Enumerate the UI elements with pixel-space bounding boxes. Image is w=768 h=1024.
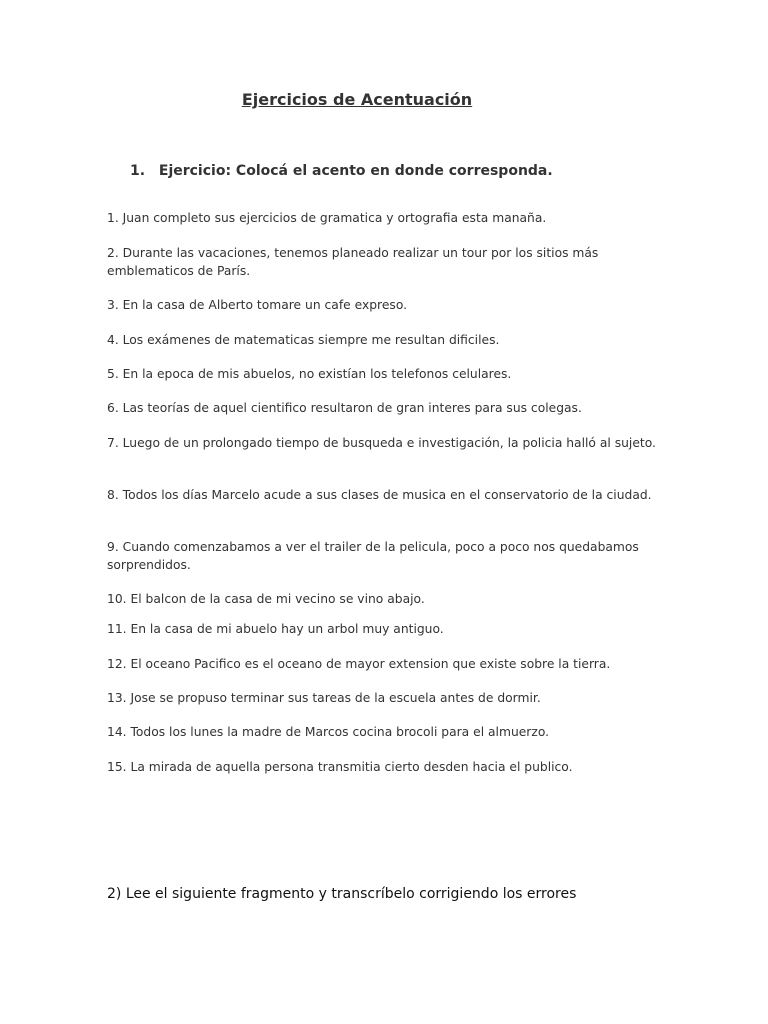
- list-item: 9. Cuando comenzabamos a ver el trailer de la pelicula, poco a poco nos quedabamos sorprendidos.: [107, 540, 639, 572]
- list-item: 2. Durante las vacaciones, tenemos planeado realizar un tour por los sitios más emblematicos de París.: [107, 246, 599, 278]
- list-item: 10. El balcon de la casa de mi vecino se vino abajo.: [107, 592, 425, 606]
- list-item: 3. En la casa de Alberto tomare un cafe expreso.: [107, 298, 408, 312]
- list-item: 13. Jose se propuso terminar sus tareas de la escuela antes de dormir.: [107, 691, 541, 705]
- list-item: 15. La mirada de aquella persona transmitia cierto desden hacia el publico.: [107, 760, 573, 774]
- list-item: 6. Las teorías de aquel cientifico resultaron de gran interes para sus colegas.: [107, 401, 582, 415]
- list-item: 11. En la casa de mi abuelo hay un arbol muy antiguo.: [107, 622, 444, 636]
- list-item: 7. Luego de un prolongado tiempo de busqueda e investigación, la policia halló al sujeto.: [107, 436, 656, 450]
- list-item: 12. El oceano Pacifico es el oceano de mayor extension que existe sobre la tierra.: [107, 657, 611, 671]
- section-1-number: 1.: [130, 163, 146, 179]
- list-item: 1. Juan completo sus ejercicios de gramatica y ortografia esta manaña.: [107, 211, 547, 225]
- list-item: 14. Todos los lunes la madre de Marcos cocina brocoli para el almuerzo.: [107, 725, 550, 739]
- page-title: Ejercicios de Acentuación: [241, 90, 473, 109]
- list-item: 8. Todos los días Marcelo acude a sus clases de musica en el conservatorio de la ciudad.: [107, 488, 652, 502]
- section-2-heading: 2) Lee el siguiente fragmento y transcríbelo corrigiendo los errores: [107, 886, 577, 902]
- section-1-heading: [130, 163, 553, 179]
- section-1-heading-text: Ejercicio: Colocá el acento en donde corresponda.: [158, 163, 553, 179]
- list-item: 4. Los exámenes de matematicas siempre me resultan dificiles.: [107, 333, 500, 347]
- list-item: 5. En la epoca de mis abuelos, no existían los telefonos celulares.: [107, 367, 512, 381]
